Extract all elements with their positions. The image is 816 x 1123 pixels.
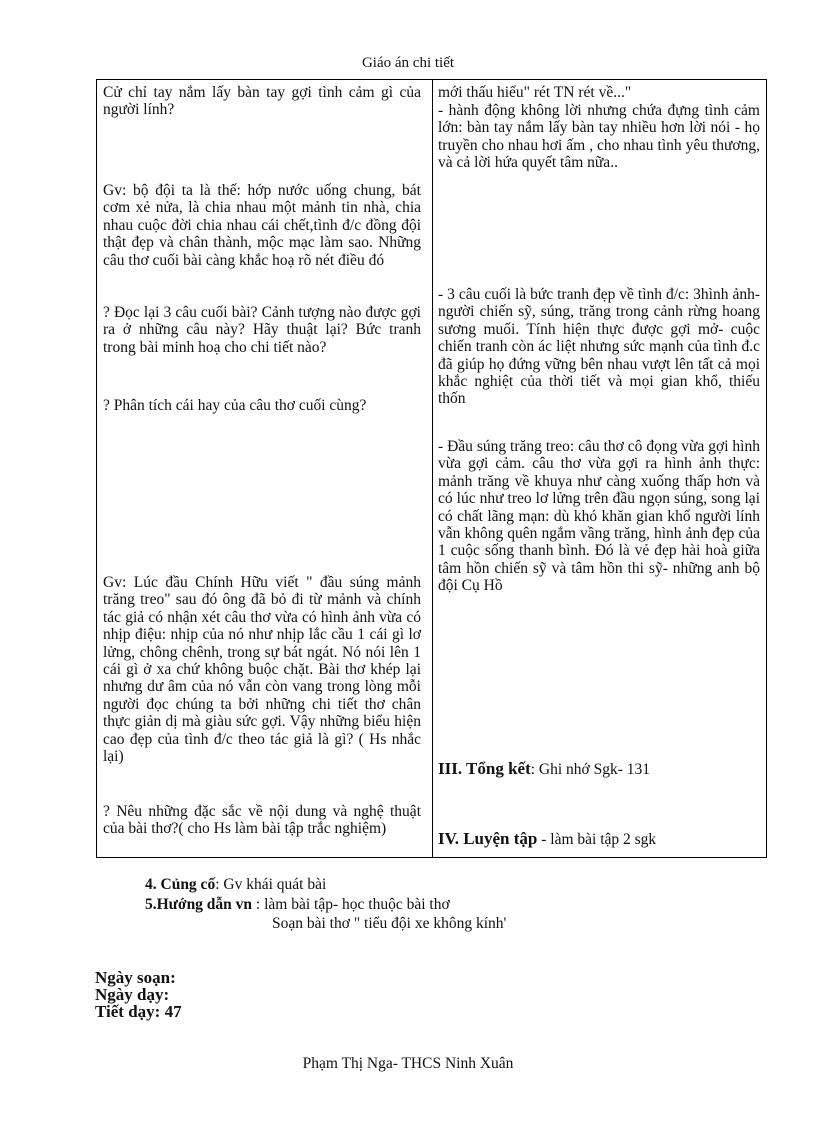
teacher-note-comradeship: Gv: bộ đội ta là thế: hớp nước uống chung, bát cơm xẻ nửa, là chia nhau một mảnh tin nhà, chia nhau cuộc đời chia nhau cái chết,tình đ/c đồng đội thật đẹp và chân thành, mộc mạc làm sao. Những câu thơ cuối bài càng khắc hoạ rõ nét điều đó [103,182,421,269]
teach-date-label: Ngày dạy: [95,985,170,1004]
practice-title: IV. Luyện tập [438,829,538,848]
consolidation-label: 4. Củng cố [145,876,216,893]
section-practice [438,830,760,848]
practice-text: - làm bài tập 2 sgk [537,831,657,848]
prep-date-label: Ngày soạn: [95,968,176,987]
answer-last-lines: - 3 câu cuối là bức tranh đẹp về tình đ/c: 3hình ảnh- người chiến sỹ, súng, trăng trong cảnh rừng hoang sương muối. Tính hiện thực được gợi mở- cuộc chiến tranh còn ác liệt nhưng sức mạnh của tình đ.c đã giúp họ đứng vững bên nhau vượt lên tất cả mọi khắc nghiệt của thời tiết và mọi gian khổ, thiếu thốn [438,286,760,408]
consolidation-line [145,876,326,894]
homework-text: : làm bài tập- học thuộc bài thơ [252,896,450,913]
homework-line [145,896,450,914]
consolidation-text: : Gv khái quát bài [215,876,327,893]
page-footer: Phạm Thị Nga- THCS Ninh Xuân [302,1055,514,1072]
question-features: ? Nêu những đặc sắc về nội dung và nghệ thuật của bài thơ?( cho Hs làm bài tập trắc nghiệm) [103,803,421,838]
teacher-note-moon: Gv: Lúc đầu Chính Hữu viết " đầu súng mảnh trăng treo" sau đó ông đã bỏ đi từ mảnh và chính tác giả có nhận xét câu thơ vừa có hình ảnh vừa có nhịp điệu: nhịp của nó như nhịp lắc cầu 1 cái gì lơ lửng, chông chênh, trong sự bát ngát. Nó nói lên 1 cái gì ở xa chứ không buộc chặt. Bài thơ khép lại nhưng dư âm của nó vẫn còn vang trong lòng mỗi người đọc chúng ta bởi những chi tiết thơ chân thực giản dị mà giàu sức gợi. Vậy những biểu hiện cao đẹp của tình đ/c theo tác giả là gì? ( Hs nhắc lại) [103,574,421,766]
question-last-verse: ? Phân tích cái hay của câu thơ cuối cùng? [103,397,367,414]
question-gesture: Cử chỉ tay nắm lấy bàn tay gợi tình cảm gì của người lính? [103,84,421,119]
summary-title: III. Tổng kết [438,759,531,778]
column-divider [432,80,433,857]
answer-gesture: - hành động không lời nhưng chứa đựng tình cảm lớn: bàn tay nắm lấy bàn tay nhiều hơn lời nói - họ truyền cho nhau hơi ấm , cho nhau tình yêu thương, và cả lời hứa quyết tâm nữa.. [438,102,760,172]
left-column [103,84,421,856]
summary-text: : Ghi nhớ Sgk- 131 [530,761,651,778]
prepare-line: Soạn bài thơ " tiểu đội xe không kính' [272,915,507,932]
section-summary [438,760,760,778]
answer-last-verse: - Đầu súng trăng treo: câu thơ cô đọng vừa gợi hình vừa gợi cảm. câu thơ vừa gợi ra hình ảnh thực: mảnh trăng về khuya như càng xuống thấp hơn và có lúc như treo lơ lửng trên đầu ngọn súng, song lại có chất lãng mạn: dù khó khăn gian khổ người lính vẫn không quên ngắm vầng trăng, hình ảnh đẹp của 1 cuộc sống thanh bình. Đó là vẻ đẹp hài hoà giữa tâm hồn chiến sỹ và tâm hồn thi sỹ- những anh bộ đội Cụ Hồ [438,438,760,595]
lesson-table [96,79,767,858]
page-header: Giáo án chi tiết [361,55,455,71]
right-column [438,84,760,856]
answer-quote: mới thấu hiểu" rét TN rét về..." [438,84,632,101]
homework-label: 5.Hướng dẫn vn [145,896,253,913]
question-last-lines: ? Đọc lại 3 câu cuối bài? Cảnh tượng nào được gợi ra ở những câu này? Hãy thuật lại? Bức tranh trong bài minh hoạ cho chi tiết nào? [103,304,421,356]
lesson-period-label: Tiết dạy: 47 [95,1002,182,1021]
